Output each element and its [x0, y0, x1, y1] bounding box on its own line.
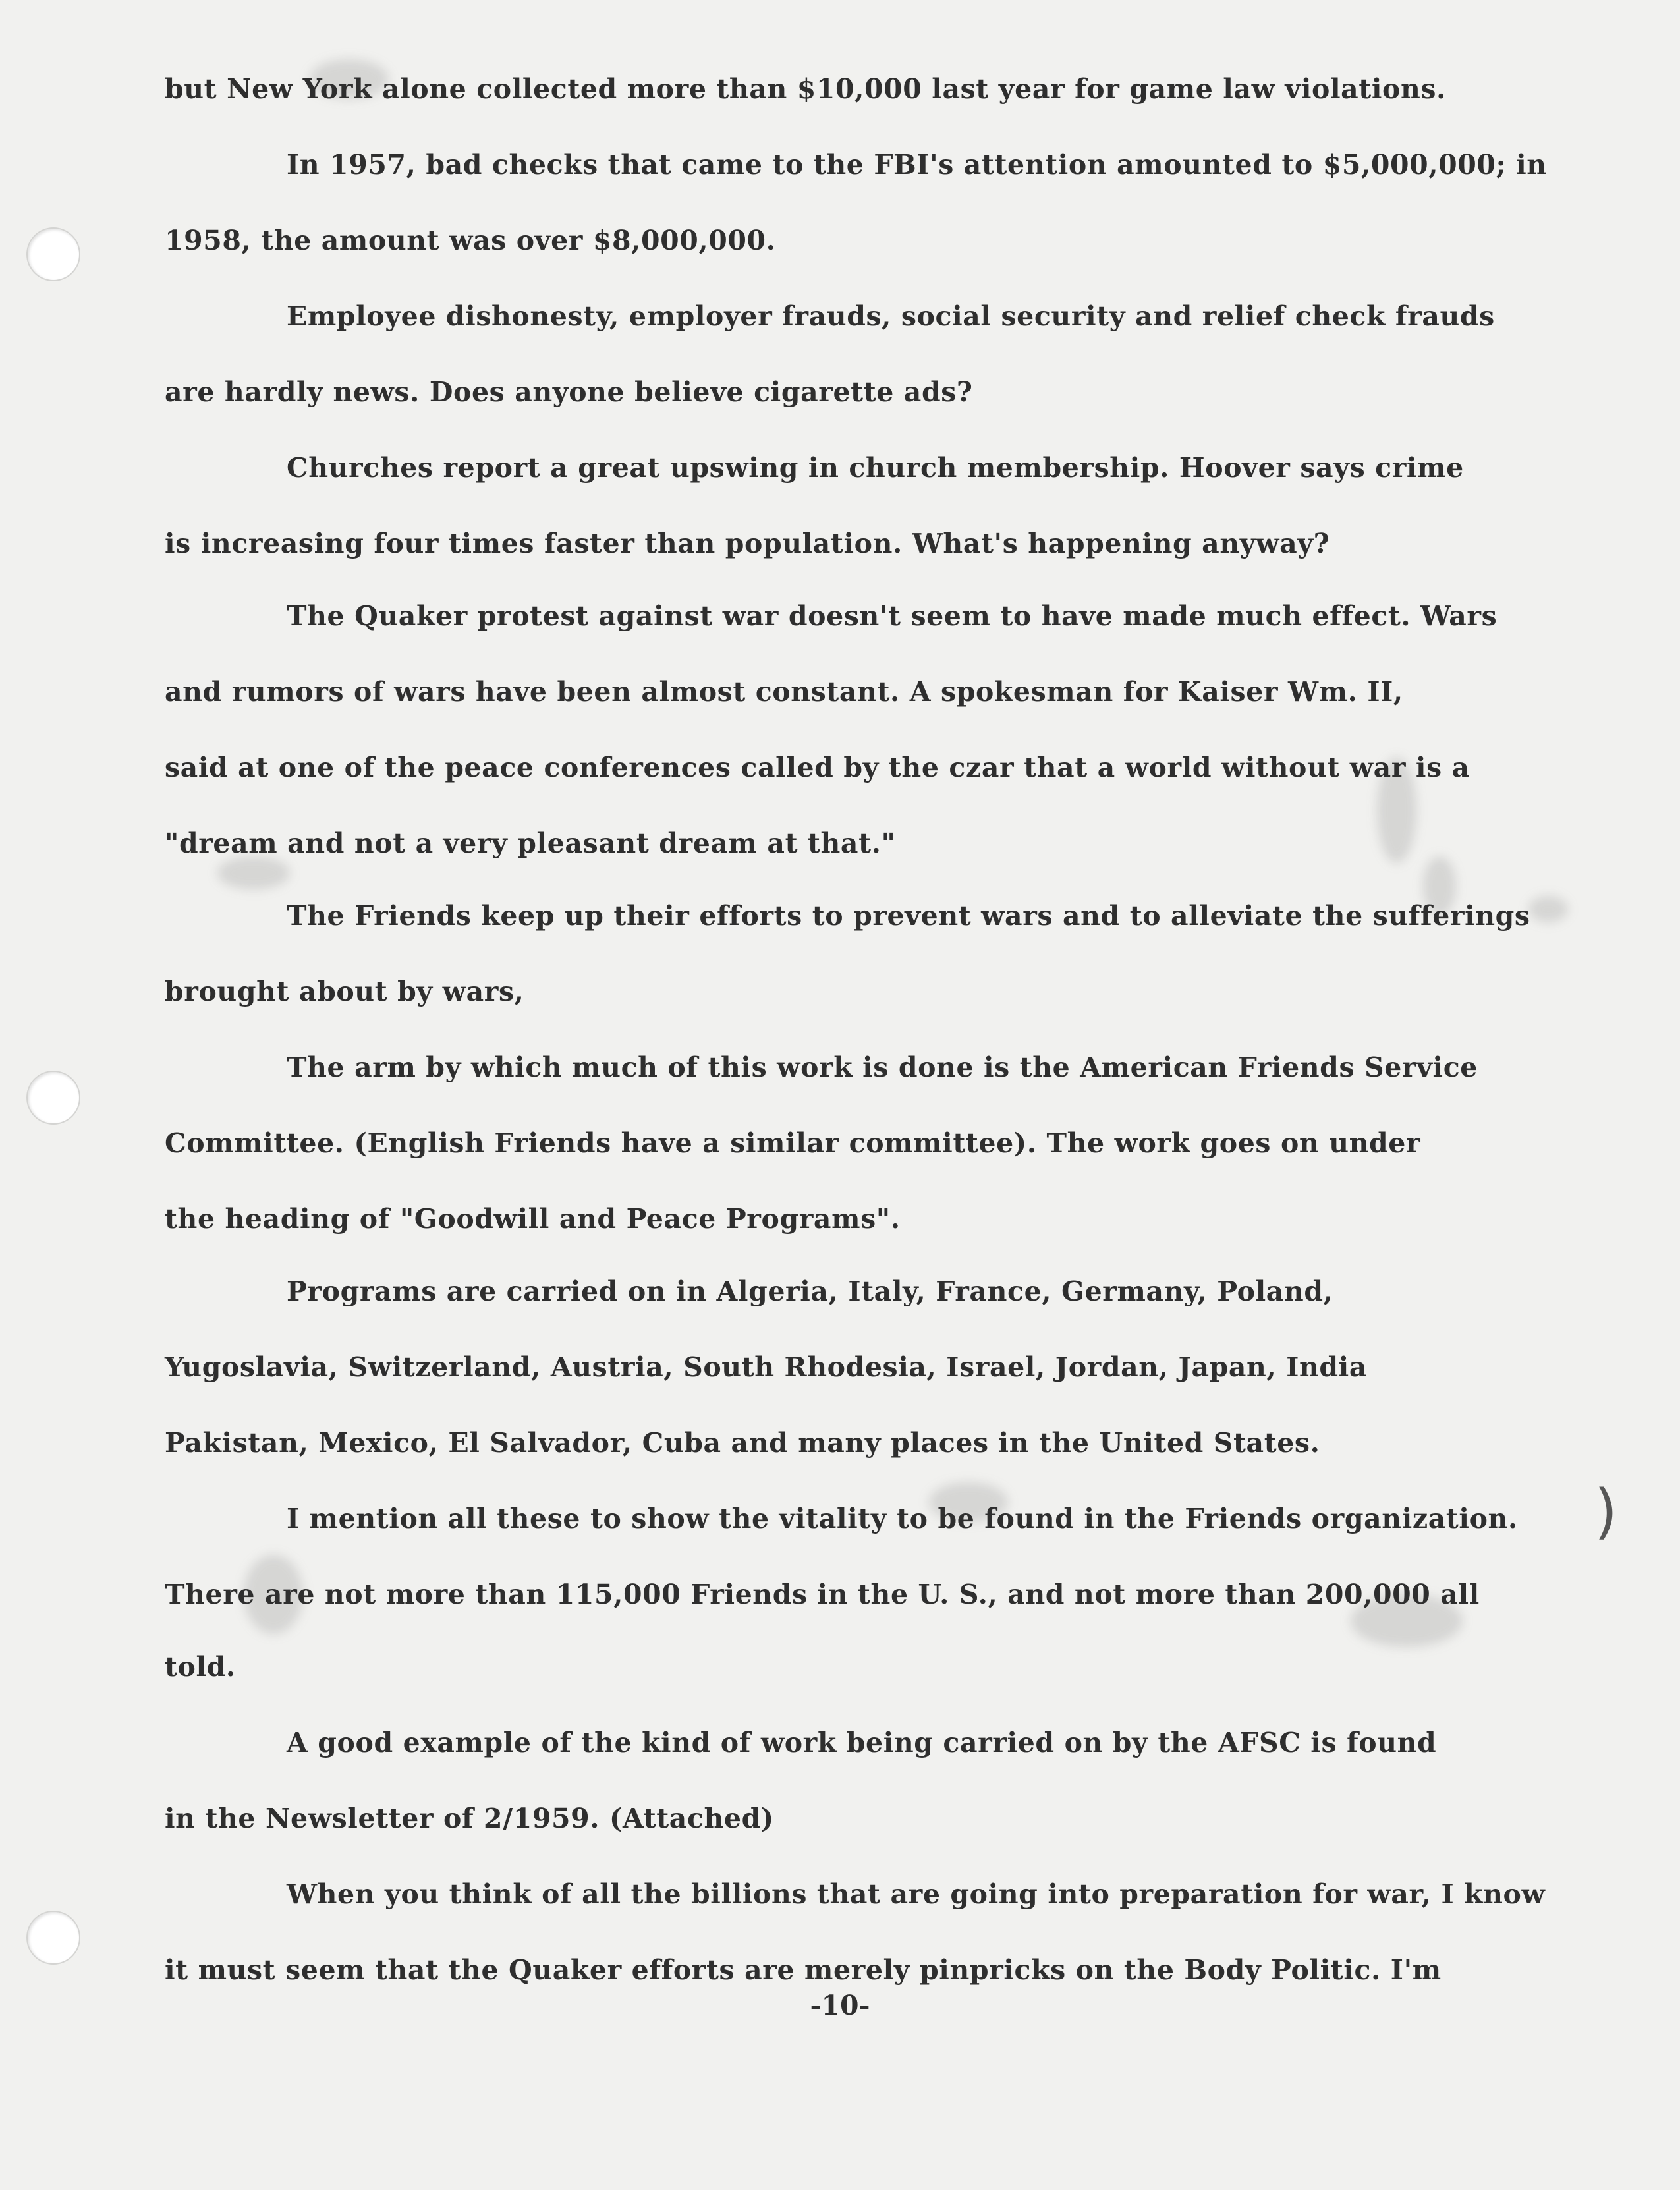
text-line: told.: [165, 1651, 236, 1683]
text-line: brought about by wars,: [165, 976, 524, 1007]
text-line: in the Newsletter of 2/1959. (Attached): [165, 1803, 774, 1834]
text-line: Churches report a great upswing in church membership. Hoover says crime: [287, 452, 1464, 484]
text-line: it must seem that the Quaker efforts are merely pinpricks on the Body Politic. I'm: [165, 1954, 1442, 1986]
text-line: The Quaker protest against war doesn't seem to have made much effect. Wars: [287, 600, 1498, 632]
text-line: Pakistan, Mexico, El Salvador, Cuba and many places in the United States.: [165, 1427, 1320, 1459]
text-line: and rumors of wars have been almost constant. A spokesman for Kaiser Wm. II,: [165, 676, 1403, 708]
punch-hole-bottom: [26, 1911, 80, 1965]
text-line: "dream and not a very pleasant dream at that.": [165, 828, 896, 859]
text-line: is increasing four times faster than population. What's happening anyway?: [165, 528, 1330, 559]
text-line: said at one of the peace conferences called by the czar that a world without war is a: [165, 752, 1470, 783]
text-line: Programs are carried on in Algeria, Italy, France, Germany, Poland,: [287, 1276, 1333, 1307]
text-line: When you think of all the billions that are going into preparation for war, I know: [287, 1878, 1546, 1910]
text-line: the heading of "Goodwill and Peace Programs".: [165, 1203, 901, 1235]
text-line: A good example of the kind of work being carried on by the AFSC is found: [287, 1727, 1437, 1758]
text-line: Employee dishonesty, employer frauds, social security and relief check frauds: [287, 300, 1495, 332]
text-line: I mention all these to show the vitality to be found in the Friends organization.: [287, 1503, 1518, 1534]
text-line: There are not more than 115,000 Friends in the U. S., and not more than 200,000 all: [165, 1579, 1480, 1610]
ink-smudge: [1528, 896, 1568, 922]
text-line: The arm by which much of this work is done is the American Friends Service: [287, 1052, 1478, 1083]
text-line: 1958, the amount was over $8,000,000.: [165, 225, 776, 256]
punch-hole-middle: [26, 1071, 80, 1125]
text-line: The Friends keep up their efforts to prevent wars and to alleviate the sufferings: [287, 900, 1530, 932]
punch-hole-top: [26, 227, 80, 281]
text-line: Committee. (English Friends have a similar committee). The work goes on under: [165, 1127, 1421, 1159]
text-line: In 1957, bad checks that came to the FBI's attention amounted to $5,000,000; in: [287, 149, 1547, 181]
page-number: -10-: [810, 1990, 870, 2021]
text-line: are hardly news. Does anyone believe cigarette ads?: [165, 376, 973, 408]
text-line: but New York alone collected more than $10,000 last year for game law violations.: [165, 73, 1446, 105]
margin-bracket-mark: ): [1594, 1477, 1618, 1546]
text-line: Yugoslavia, Switzerland, Austria, South Rhodesia, Israel, Jordan, Japan, India: [165, 1351, 1368, 1383]
